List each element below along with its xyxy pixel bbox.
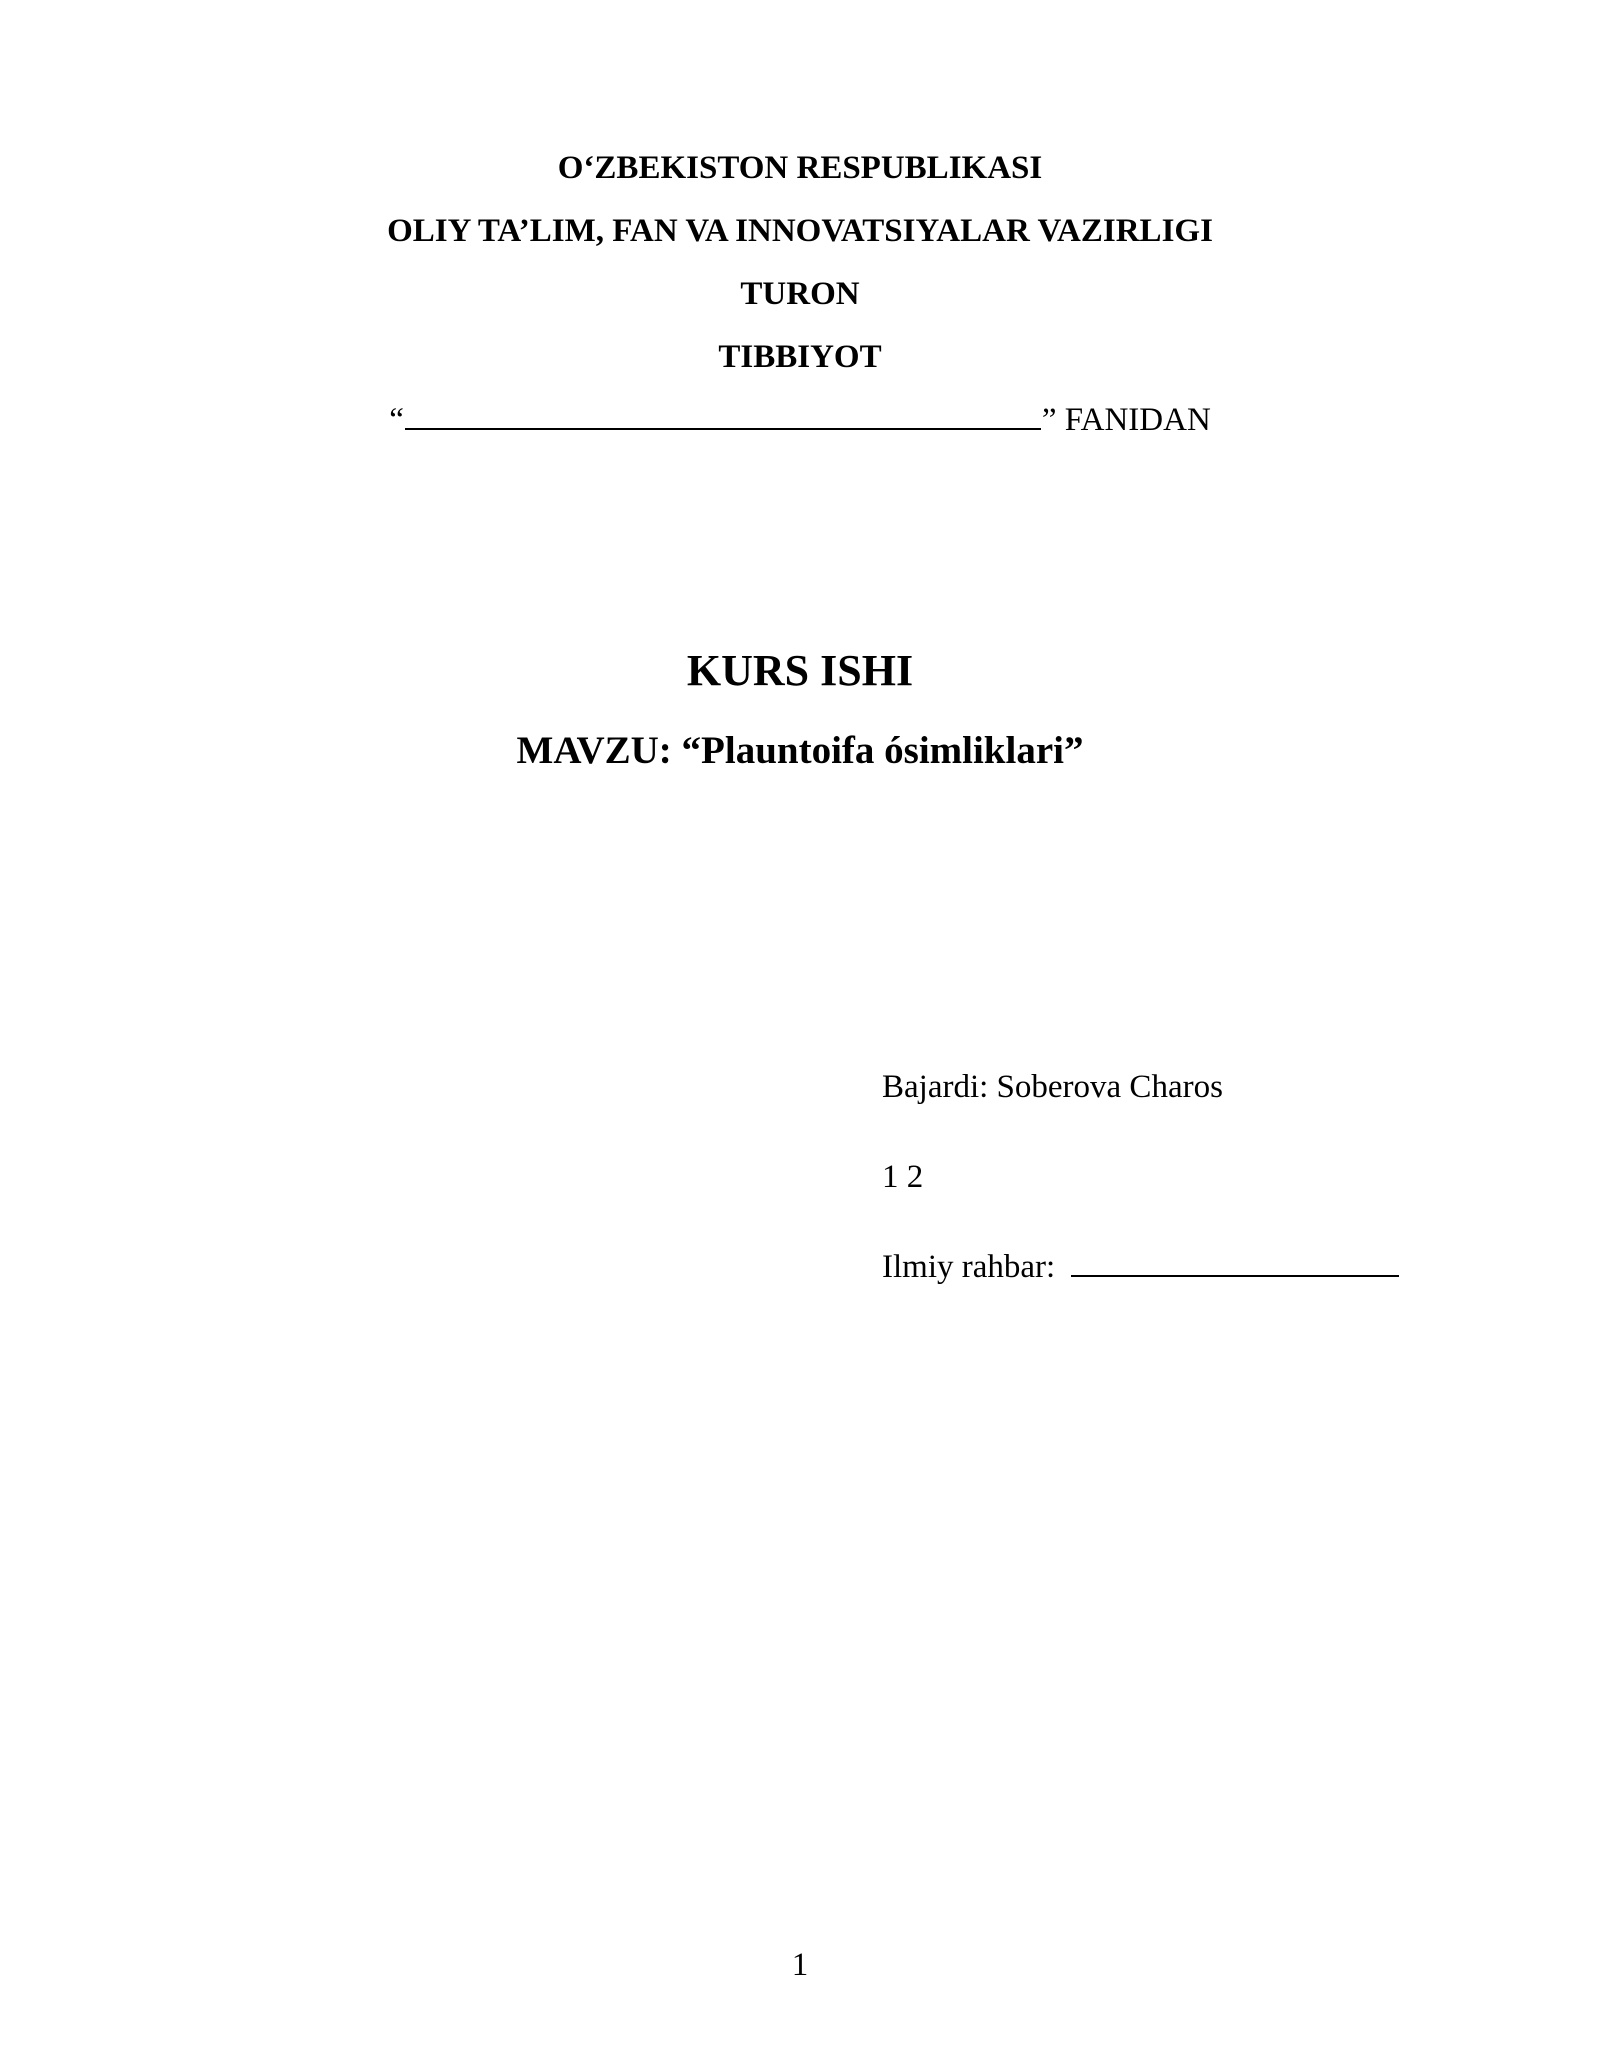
supervisor-line: [882, 1247, 1399, 1287]
institution-heading: TURON: [740, 276, 860, 312]
topic-title: MAVZU: “Plauntoifa ósimliklari”: [516, 729, 1084, 772]
supervisor-blank: [1071, 1247, 1399, 1277]
subject-line: [0, 400, 1600, 440]
subject-open-quote: “: [389, 402, 404, 438]
faculty-heading: TIBBIYOT: [718, 339, 882, 375]
subject-blank: [405, 400, 1041, 430]
page-number: 1: [791, 1947, 809, 1983]
country-heading: O‘ZBEKISTON RESPUBLIKASI: [557, 150, 1043, 186]
ministry-heading: OLIY TA’LIM, FAN VA INNOVATSIYALAR VAZIRLIGI: [387, 213, 1213, 249]
subject-suffix: ” FANIDAN: [1041, 402, 1211, 438]
group-number: 1 2: [882, 1159, 924, 1195]
supervisor-label: Ilmiy rahbar:: [882, 1249, 1056, 1285]
performed-by: Bajardi: Soberova Charos: [882, 1069, 1223, 1105]
document-title: KURS ISHI: [686, 646, 914, 695]
